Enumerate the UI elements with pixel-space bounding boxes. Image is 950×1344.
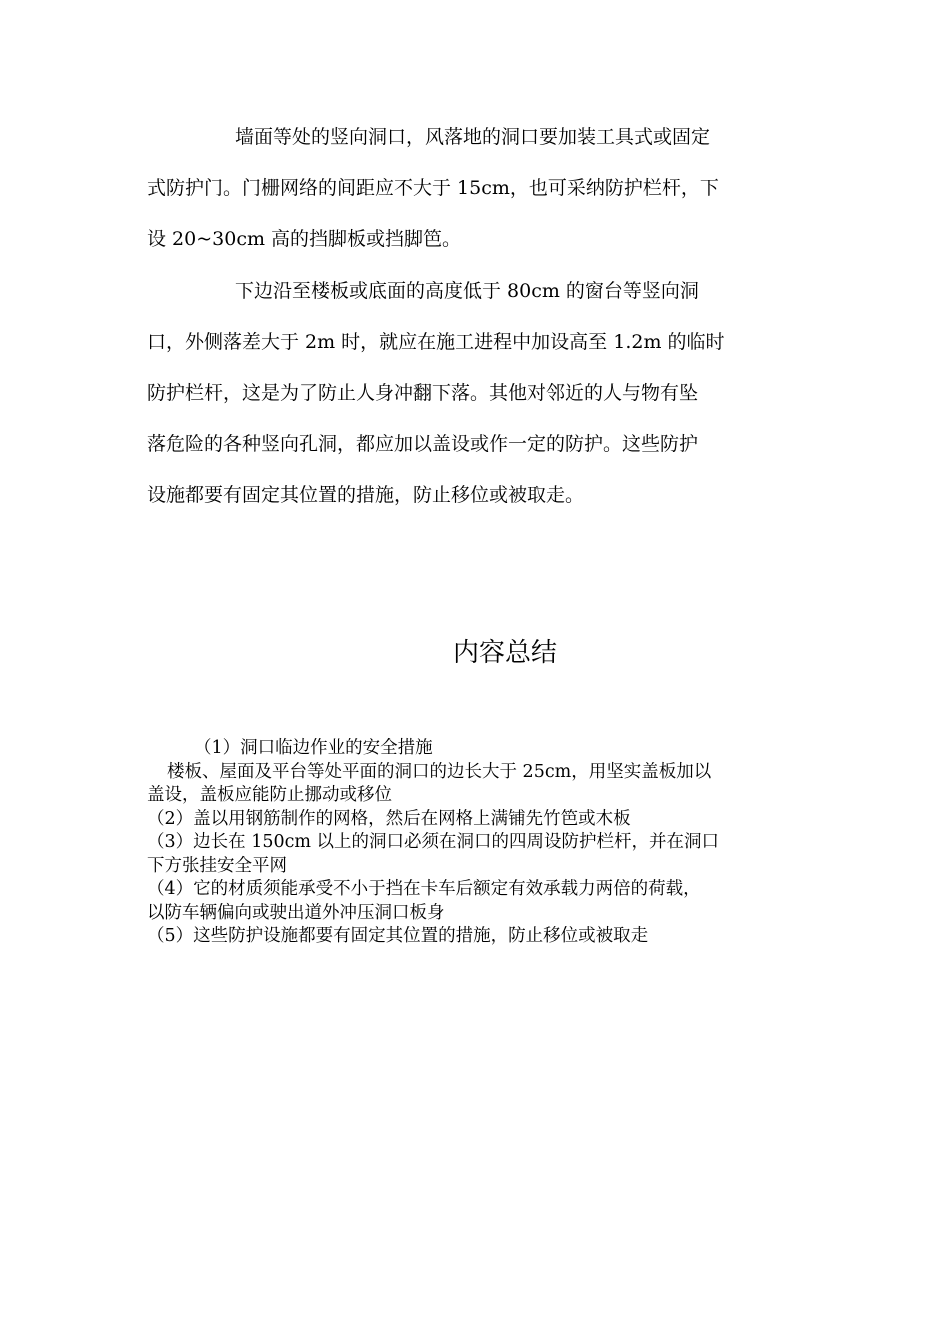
paragraph-line: 落危险的各种竖向孔洞，都应加以盖设或作一定的防护。这些防护 [147,433,699,455]
summary-item: 下方张挂安全平网 [147,855,287,876]
paragraph-vertical-openings [147,112,807,265]
summary-item: （2）盖以用钢筋制作的网格，然后在网格上满铺先竹笆或木板 [147,808,631,829]
summary-item: 楼板、屋面及平台等处平面的洞口的边长大于 25cm，用坚实盖板加以 [167,761,712,782]
summary-item: （4）它的材质须能承受不小于挡在卡车后额定有效承载力两倍的荷载， [147,879,701,899]
summary-heading: 内容总结 [452,638,557,668]
summary-item: （5）这些防护设施都要有固定其位置的措施，防止移位或被取走 [147,926,649,946]
paragraph-line: 下边沿至楼板或底面的高度低于 80cm 的窗台等竖向洞 [235,280,699,302]
paragraph-line: 式防护门。门栅网络的间距应不大于 15cm，也可采纳防护栏杆，下 [147,177,719,199]
paragraph-line: 防护栏杆，这是为了防止人身冲翻下落。其他对邻近的人与物有坠 [147,382,699,404]
paragraph-line: 墙面等处的竖向洞口，风落地的洞口要加装工具式或固定 [235,126,711,148]
paragraph-line: 设 20~30cm 高的挡脚板或挡脚笆。 [147,228,462,250]
summary-item: 盖设，盖板应能防止挪动或移位 [147,785,392,805]
summary-item: （1）洞口临边作业的安全措施 [194,738,433,758]
summary-list [147,737,817,949]
summary-item: 以防车辆偏向或驶出道外冲压洞口板身 [147,902,445,923]
paragraph-window-sill-openings [147,266,807,521]
paragraph-line: 口，外侧落差大于 2m 时，就应在施工进程中加设高至 1.2m 的临时 [147,331,725,353]
paragraph-line: 设施都要有固定其位置的措施，防止移位或被取走。 [147,484,585,506]
summary-item: （3）边长在 150cm 以上的洞口必须在洞口的四周设防护栏杆，并在洞口 [147,832,720,852]
